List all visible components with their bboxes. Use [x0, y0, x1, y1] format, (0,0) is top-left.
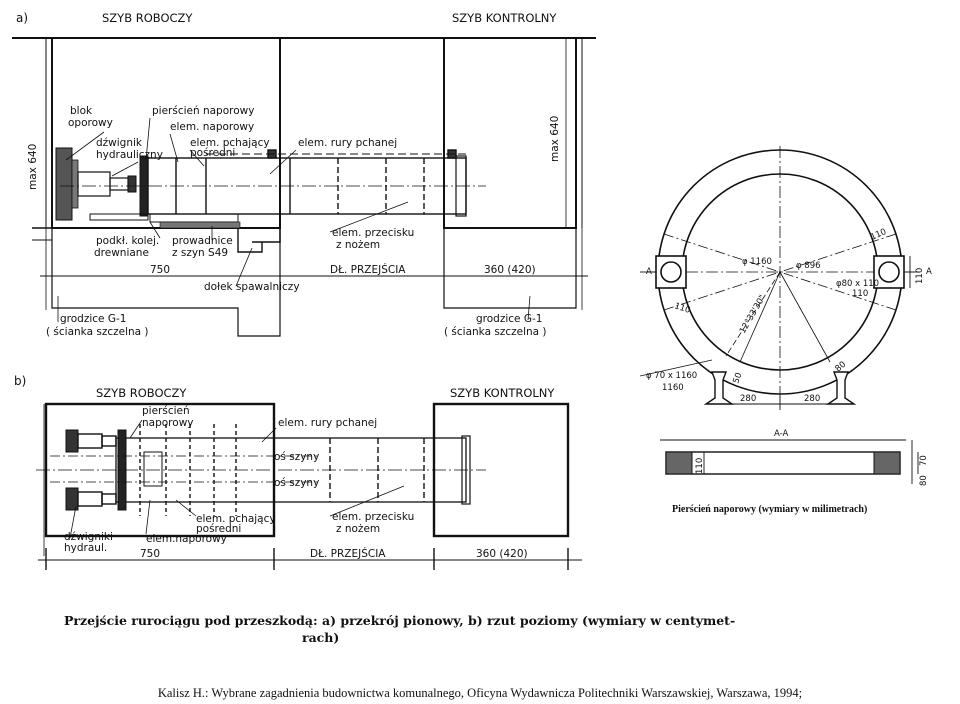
fig-a-elem-rury: elem. rury pchanej [298, 137, 398, 149]
fig-a-shaft-work: SZYB ROBOCZY [102, 11, 193, 25]
ring-d110-right: 110 [915, 267, 925, 284]
fig-a-grodzice-right-2: ( ścianka szczelna ) [444, 326, 547, 338]
ring-phi70: φ 70 x 1160 [646, 371, 698, 381]
ring-section-80: 80 [919, 475, 929, 486]
ring-d110-under: 110 [852, 289, 869, 299]
fig-a-prowadnice-2: z szyn S49 [172, 247, 229, 259]
fig-a-pierscien: pierścień naporowy [152, 105, 255, 117]
ring-d80x110: φ80 x 110 [836, 279, 880, 289]
fig-a-podkl-1: podkł. kolej. [96, 235, 160, 247]
fig-b-pierscien-2: naporowy [142, 417, 194, 429]
ring-d1160: φ 1160 [742, 257, 772, 267]
main-caption-line-2: rach) [302, 630, 340, 645]
ring-d896: φ 896 [796, 261, 821, 271]
fig-b-os-szyny-2: oś szyny [274, 477, 320, 489]
fig-a-dim-360: 360 (420) [484, 264, 536, 276]
ring-section-70: 70 [919, 455, 929, 466]
main-caption-line-1: Przejście rurociągu pod przeszkodą: a) przekrój pionowy, b) rzut poziomy (wymiary w centymet- [64, 613, 736, 628]
fig-a-blok-2: oporowy [68, 117, 113, 129]
fig-a-grodzice-right-1: grodzice G-1 [476, 313, 543, 325]
fig-a-dolek: dołek spawalniczy [204, 281, 300, 293]
fig-b-dim-360: 360 (420) [476, 548, 528, 560]
fig-a-tag: a) [16, 11, 29, 25]
fig-b-elem-przecisku-2: z nożem [336, 523, 381, 535]
fig-b-elem-pchajacy-2: pośredni [196, 523, 242, 535]
fig-b-os-szyny-1: oś szyny [274, 451, 320, 463]
ring-d280-right: 280 [804, 394, 821, 404]
fig-a-elem-przecisku-1: elem. przecisku [332, 227, 415, 239]
fig-b-shaft-control: SZYB KONTROLNY [450, 386, 555, 400]
ring-d110-top: 110 [869, 227, 889, 243]
fig-b-dim-750: 750 [140, 548, 161, 560]
ring-section-title: A-A [774, 429, 789, 439]
ring-1160: 1160 [662, 383, 684, 393]
fig-a-podkl-2: drewniane [94, 247, 149, 259]
fig-a-prowadnice-1: prowadnice [172, 235, 233, 247]
fig-a-elem-pchajacy-2: pośredni [190, 147, 236, 159]
fig-b-dim-length: DŁ. PRZEJŚCIA [310, 548, 386, 560]
fig-b-elem-naporowy: elem.naporowy [146, 533, 227, 545]
fig-b-elem-pchajacy-1: elem. pchający [196, 513, 276, 525]
fig-b-dzwigniki-1: dźwigniki [64, 531, 113, 543]
ring-angle: 12°33'30" [737, 293, 769, 336]
ring-d80: 80 [833, 359, 849, 375]
fig-b-pierscien-1: pierścień [142, 405, 190, 417]
fig-b-elem-przecisku-1: elem. przecisku [332, 511, 415, 523]
fig-a-dim-750: 750 [150, 264, 171, 276]
fig-b-elem-rury: elem. rury pchanej [278, 417, 378, 429]
source-citation: Kalisz H.: Wybrane zagadnienia budownictwa komunalnego, Oficyna Wydawnicza Politechniki Warszawskiej, Warszawa, 1994; [157, 686, 803, 700]
fig-a-elem-naporowy: elem. naporowy [170, 121, 255, 133]
fig-a-elem-pchajacy-1: elem. pchający [190, 137, 270, 149]
ring-d110-left: 110 [673, 301, 692, 316]
fig-a-max-left: max 640 [27, 143, 39, 190]
fig-b-dzwigniki-2: hydraul. [64, 542, 108, 554]
ring-a-left: A [646, 267, 652, 277]
fig-a-dzwignik-1: dźwignik [96, 137, 142, 149]
fig-a-blok-1: blok [70, 105, 93, 117]
fig-a-dim-length: DŁ. PRZEJŚCIA [330, 264, 406, 276]
fig-b-tag: b) [14, 374, 27, 388]
ring-section-110: 110 [695, 457, 705, 474]
fig-a-grodzice-left-2: ( ścianka szczelna ) [46, 326, 149, 338]
ring-d50: 50 [731, 371, 745, 386]
fig-a-elem-przecisku-2: z nożem [336, 239, 381, 251]
ring-caption: Pierścień naporowy (wymiary w milimetrach) [672, 504, 868, 515]
fig-b-shaft-work: SZYB ROBOCZY [96, 386, 187, 400]
fig-a-max-right: max 640 [549, 115, 561, 162]
fig-a-shaft-control: SZYB KONTROLNY [452, 11, 557, 25]
fig-a-dzwignik-2: hydrauliczny [96, 149, 163, 161]
ring-a-right: A [926, 267, 932, 277]
ring-d280-left: 280 [740, 394, 757, 404]
fig-a-grodzice-left-1: grodzice G-1 [60, 313, 127, 325]
